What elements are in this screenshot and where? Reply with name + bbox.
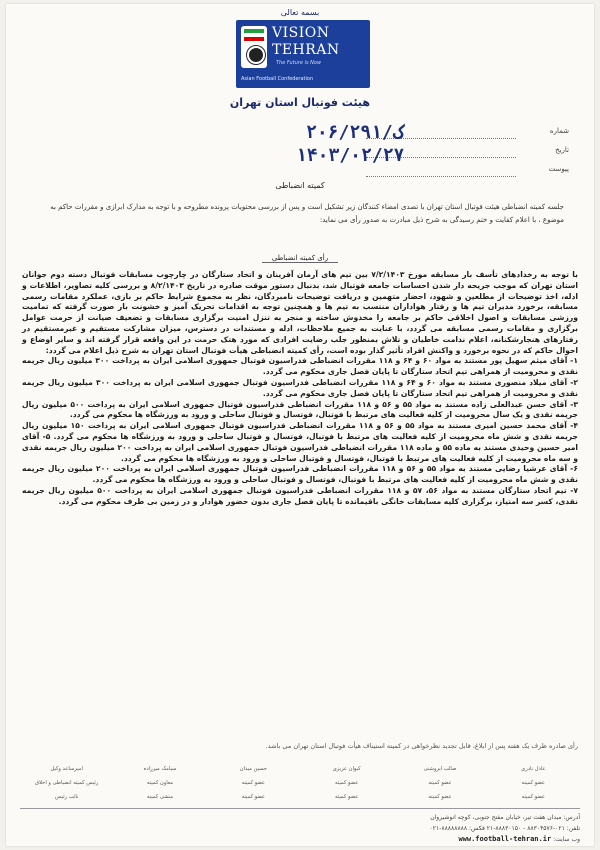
letter-number: ۲۰۶/ک/۲۹۱ [306,122,404,143]
logo-tagline: The Future is Now [276,60,322,66]
signature-names [20,766,580,772]
closing-note: رأی صادره ظرف یک هفته پس از ابلاغ، قابل تجدید نظرخواهی در کمیته استیناف هیأت فوتبال استان تهران می باشد. [265,742,578,750]
signature-name: سیامک میرزاده [143,766,177,772]
date-label: تاریخ [555,146,569,154]
footer-phone: تلفن: ۰۲۱-۸۸۳۰۴۵۷۶ - ۸۸۸۳۰۱۵۰-۲۱ فکس: ۸۸۸۸۸۸۸۸-۰۲۱ [429,825,580,832]
signature-role: عضو کمیته [521,794,545,800]
football-icon [247,46,265,64]
signature-title: رئیس کمیته انضباطی و اخلاق [35,780,99,786]
signature-title: عضو کمیته [241,780,265,786]
signature-name: عادل نادری [521,766,546,772]
letter-meta [549,122,569,179]
signature-title: عضو کمیته [521,780,545,786]
signature-role: عضو کمیته [335,794,359,800]
letter-date: ۱۴۰۳/۰۲/۲۷ [296,145,405,166]
signature-name: امیرساعد وکیل [50,766,83,772]
signature-name: حسین میدان [239,766,268,772]
website-label: وب سایت: [553,836,580,843]
website-link[interactable]: www.football-tehran.ir [458,835,552,843]
ruling-title-text: رأی کمیته انضباطی [262,254,338,263]
footer-divider [20,808,580,809]
logo-tehran: TEHRAN [272,42,340,58]
footer-address: آدرس: میدان هفت تیر، خیابان مفتح جنوبی، کوچه انوشیروان [430,814,580,821]
vision-tehran-logo [236,20,370,88]
signature-title: عضو کمیته [428,780,452,786]
signature-title: معاون کمیته [146,780,174,786]
signature-role: منشی کمیته [146,794,174,800]
signature-title: عضو کمیته [335,780,359,786]
signature-role: نائب رئیس [55,794,79,800]
footer [20,812,580,845]
federation-emblem-icon [241,26,267,68]
bismillah-text: بسمه تعالی [280,8,320,17]
logo-vision: VISION [272,25,330,41]
ruling-title [6,254,594,262]
number-label: شماره [549,127,569,135]
footer-website-row [20,834,580,845]
iran-flag-icon [244,29,264,41]
signature-titles [20,780,580,786]
signature-roles [20,794,580,800]
attachment-line [366,176,516,177]
org-name: هیئت فوتبال استان تهران [229,96,371,109]
subject: کمیته انضباطی [275,181,325,190]
attachment-label: پیوست [548,165,569,173]
letter-page [6,4,594,846]
signature-role: عضو کمیته [241,794,265,800]
intro-paragraph: جلسه کمیته انضباطی هیئت فوتبال استان تهران با تصدی امضاء کنندگان زیر تشکیل است و پس از بررسی محتویات پرونده مطروحه و با توجه به مدارک ابرازی و مقررات حاکم به موضوع ، با اعلام کفایت و ختم رسیدگی به شرح ذیل مبادرت به صدور رأی می نماید: [50,203,564,224]
logo-afc: Asian Football Confederation [241,76,314,82]
signature-name: کیوان عزیزی [332,766,361,772]
signature-role: عضو کمیته [428,794,452,800]
ruling-body: با توجه به رخدادهای تأسف بار مسابقه مورخ ۷/۲/۱۴۰۳ بین تیم های آرمان آفرینان و اتحاد ستارگان در چارچوب مسابقات فوتبال دسته دوم جوانان استان تهران که موجب جریحه دار شدن احساسات جامعه فوتبال شد، بدنبال دستور موقت صادره در تاریخ ۸/۲/۱۴۰۳ و بررسی کلیه تصاویر، اطلاعات و ادله، اخذ توضیحات از مطلعین و شهود، احضار متهمین و دریافت توضیحات نامبردگان، نظر به مجموع شرایط حاکم بر بازی، عملکرد مقامات رسمی مسابقه، برخورد مدیران تیم ها و رفتار هواداران منتسب به تیم ها و همچنین توجه به اقدامات تحریک آمیز و خشونت بار صورت گرفته که تمامیت ورزشی مسابقات و اصول اخلاقی حاکم بر جامعه را مخدوش ساخته و منجر به تنزل امنیت برگزاری مسابقات و تضعیف صیانت از حرمت عوامل برگزاری و مقامات رسمی مسابقه می گردد، با عنایت به جمیع ملاحظات، ادله و مستندات در دسترس، میزان مشارکت مستقیم و غیرمستقیم در رفتارهای هنجارشکنانه، اعلام ندامت خاطیان و تلاش بمنظور جلب رضایت افرادی که مورد هتک حرمت در این واقعه قرار گرفته اند و سایر اوضاع و احوال حاکم که در نحوه برخورد و واکنش افراد تأثیر گذار بوده است، رأی کمیته انضباطی هیأت فوتبال استان تهران به شرح ذیل اعلام می گردد: ۱- آقای میثم سهیل پور مستند به مواد ۶۰ و ۶۴ و ۱۱۸ مقررات انضباطی فدراسیون فوتبال جمهوری اسلامی ایران به پرداخت ۳۰۰ میلیون ریال جریمه نقدی و محرومیت از همراهی تیم اتحاد ستارگان تا پایان فصل جاری محکوم می گردد. ۲- آقای میلاد منصوری مستند به مواد ۶۰ و ۶۴ و ۱۱۸ مقررات انضباطی فدراسیون فوتبال جمهوری اسلامی ایران به پرداخت ۳۰۰ میلیون ریال جریمه نقدی و محرومیت از همراهی تیم اتحاد ستارگان تا پایان فصل جاری محکوم می گردد. ۳- آقای حسن عبدالعلی زاده مستند به مواد ۵۵ و ۵۶ و ۱۱۸ مقررات انضباطی فدراسیون فوتبال جمهوری اسلامی ایران به پرداخت ۵۰۰ میلیون ریال جریمه نقدی و یک سال محرومیت از کلیه فعالیت های مرتبط با فوتبال، فوتسال و فوتبال ساحلی و ورود به ورزشگاه ها محکوم می گردد. ۴- آقای محمد حسین امیری مستند به مواد ۵۵ و ۵۶ و ۱۱۸ مقررات انضباطی فدراسیون فوتبال جمهوری اسلامی ایران به پرداخت ۱۵۰ میلیون ریال جریمه نقدی و شش ماه محرومیت از کلیه فعالیت های مرتبط با فوتبال، فوتسال و فوتبال ساحلی و ورود به ورزشگاه ها محکوم می گردد. ۵- آقای امیر حسین وحیدی مستند به ماده ۵۵ و ماده ۱۱۸ مقررات انضباطی فدراسیون فوتبال جمهوری اسلامی ایران به پرداخت ۲۰۰ میلیون ریال جریمه نقدی و سه ماه محرومیت از کلیه فعالیت های مرتبط با فوتبال، فوتسال و فوتبال ساحلی و ورود به ورزشگاه ها محکوم می گردد. ۶- آقای عرشیا رضایی مستند به مواد ۵۵ و ۵۶ و ۱۱۸ مقررات انضباطی فدراسیون فوتبال جمهوری اسلامی ایران به پرداخت ۲۰۰ میلیون ریال جریمه نقدی و شش ماه محرومیت از کلیه فعالیت های مرتبط با فوتبال، فوتسال و فوتبال ساحلی و ورود به ورزشگاه ها محکوم می گردد. ۷- تیم اتحاد ستارگان مستند به مواد ۵۶، ۵۷ و ۱۱۸ مقررات انضباطی فدراسیون فوتبال جمهوری اسلامی ایران به پرداخت ۵۰۰ میلیون ریال جریمه نقدی، کسر سه امتیاز، برگزاری کلیه مسابقات خانگی باقیمانده تا پایان فصل جاری بدون حضور هوادار و در زمین بی طرف محکوم می گردد. [22,270,579,506]
signature-name: صالب ابروشنی [423,766,457,772]
